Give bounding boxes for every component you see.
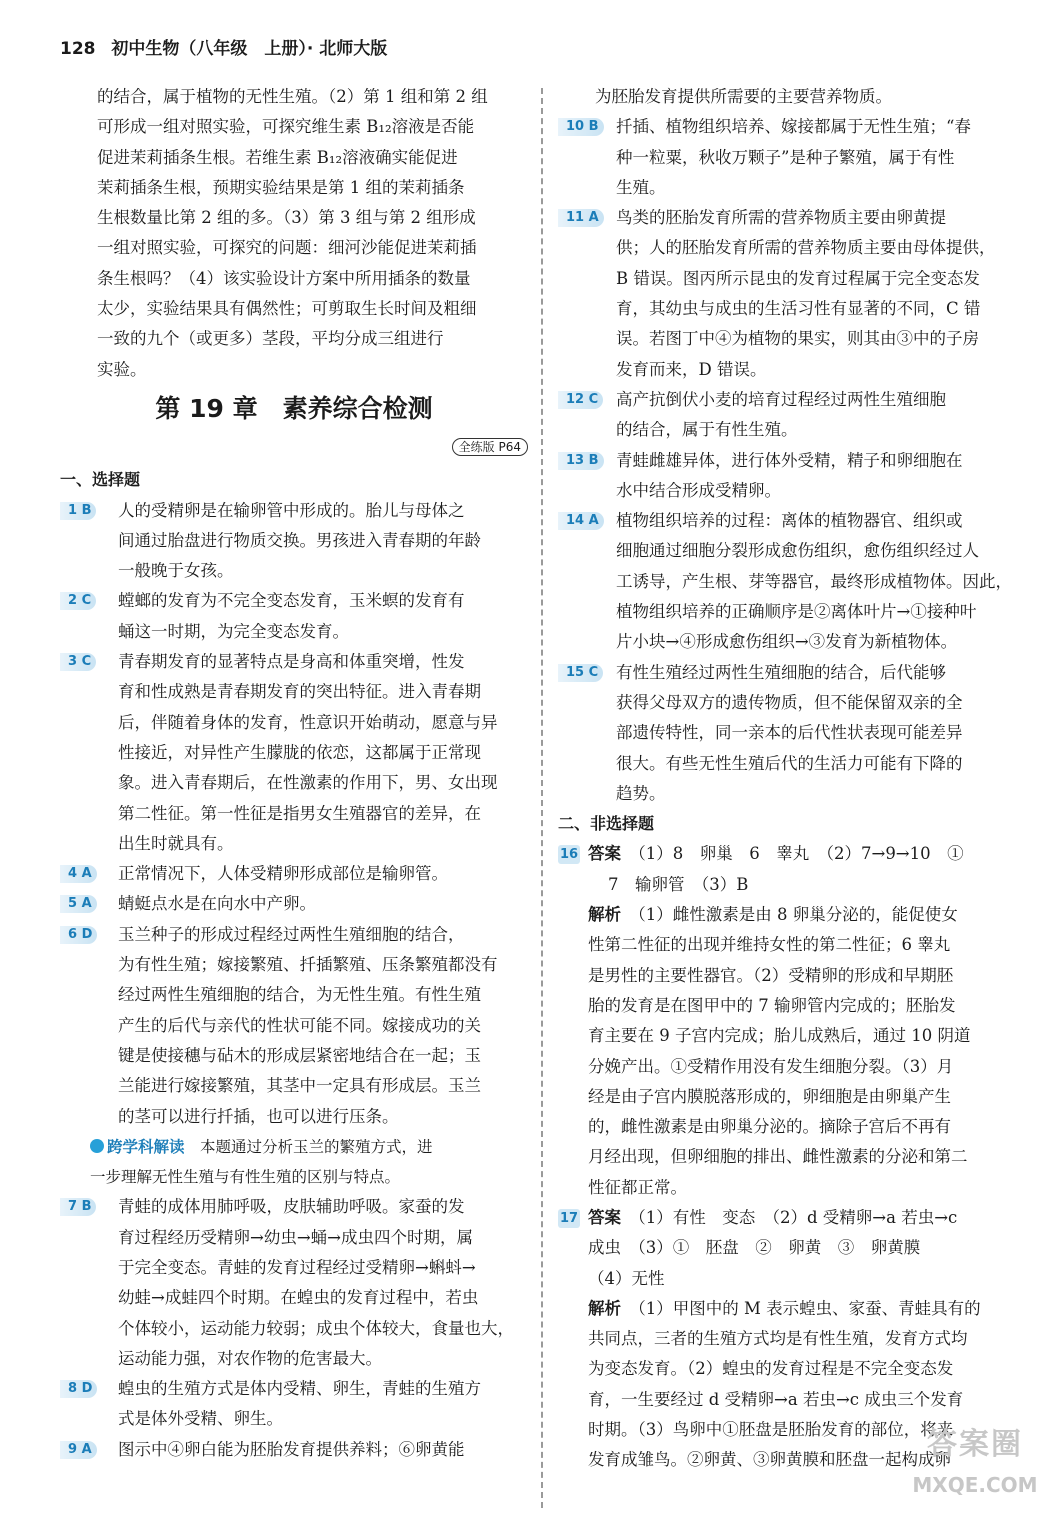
- text-line: （1）有性 变态 （2）d 受精卵→a 若虫→c: [637, 1207, 958, 1227]
- answer-badge: 13 B: [558, 452, 604, 470]
- answer-item: [558, 446, 1014, 507]
- answer-badge: 15 C: [558, 664, 603, 682]
- text-line: 很大。有些无性生殖后代的生活力可能有下降的: [616, 753, 963, 773]
- text-line: 部遗传特性，同一亲本的后代性状表现可能差异: [616, 723, 963, 743]
- answer-badge: 7 B: [60, 1198, 96, 1216]
- analysis-label: 解析: [588, 905, 621, 925]
- text-line: 水中结合形成受精卵。: [616, 480, 781, 500]
- text-line: 生殖。: [616, 177, 666, 197]
- analysis-label: 解析: [588, 1298, 621, 1318]
- text-line: 青蛙雌雄异体，进行体外受精，精子和卵细胞在: [616, 450, 963, 470]
- watermark: [900, 1420, 1050, 1530]
- question-number: 16: [559, 847, 579, 863]
- text-line: 是男性的主要性器官。（2）受精卵的形成和早期胚: [588, 965, 954, 985]
- text-line: 扦插、植物组织培养、嫁接都属于无性生殖；“春: [616, 117, 971, 137]
- text-line: B 错误。图丙所示昆虫的发育过程属于完全变态发: [616, 268, 980, 288]
- text-line: 产生的后代与亲代的性状可能不同。嫁接成功的关: [118, 1015, 481, 1035]
- text-line: 生根数量比第 2 组的多。（3）第 3 组与第 2 组形成: [97, 208, 476, 228]
- text-line: 经是由子宫内膜脱落形成的，卵细胞是由卵巢产生: [588, 1086, 951, 1106]
- answer-badge: 8 D: [60, 1380, 97, 1398]
- text-line: 育过程经历受精卵→幼虫→蛹→成虫四个时期，属: [118, 1227, 473, 1247]
- text-line: 的结合，属于有性生殖。: [616, 420, 798, 440]
- text-line: 获得父母双方的遗传物质，但不能保留双亲的全: [616, 692, 963, 712]
- text-line: 青蛙的成体用肺呼吸，皮肤辅助呼吸。家蚕的发: [118, 1197, 465, 1217]
- answer-label: 答案: [588, 844, 621, 864]
- answer-item: [60, 1374, 528, 1435]
- left-column: [60, 82, 528, 1465]
- text-line: 正常情况下，人体受精卵形成部位是输卵管。: [118, 864, 448, 884]
- text-line: 式是体外受精、卵生。: [118, 1409, 283, 1429]
- text-line: 7 输卵管 （3）B: [608, 874, 749, 894]
- answer-item: [558, 203, 1014, 385]
- answer-item: [60, 859, 528, 889]
- text-line: 误。若图丁中④为植物的果实，则其由③中的子房: [616, 329, 979, 349]
- text-line: 工诱导，产生根、芽等器官，最终形成植物体。因此，: [616, 571, 1012, 591]
- text-line: 共同点，三者的生殖方式均是有性生殖，发育方式均: [588, 1329, 968, 1349]
- text-line: 条生根吗？（4）该实验设计方案中所用插条的数量: [97, 268, 471, 288]
- text-line: （1）甲图中的 M 表示蝗虫、家蚕、青蛙具有的: [637, 1298, 981, 1318]
- cross-discipline-icon: [90, 1139, 104, 1153]
- answer-badge: 12 C: [558, 391, 603, 409]
- text-line: 促进茉莉插条生根。若维生素 B₁₂溶液确实能促进: [97, 147, 458, 167]
- text-line: 一组对照实验，可探究的问题：细河沙能促进茉莉插: [97, 238, 477, 258]
- answer-item: [558, 385, 1014, 446]
- answer-item: [558, 506, 1014, 657]
- text-line: （1）8 卵巢 6 睾丸 （2）7→9→10 ①: [637, 844, 964, 864]
- text-line: 的茎可以进行扦插，也可以进行压条。: [118, 1106, 399, 1126]
- section-title-choice: 一、选择题: [60, 470, 141, 490]
- intro-paragraph: [60, 82, 528, 385]
- text-line: 植物组织培养的过程：离体的植物器官、组织或: [616, 511, 963, 531]
- text-line: 片小块→④形成愈伤组织→③发育为新植物体。: [616, 632, 958, 652]
- text-line: 性征都正常。: [588, 1177, 687, 1197]
- section-title-nonchoice: 二、非选择题: [558, 814, 655, 834]
- text-line: 分娩产出。①受精作用没有发生细胞分裂。（3）月: [588, 1056, 954, 1076]
- text-line: 螳螂的发育为不完全变态发育，玉米螟的发育有: [118, 591, 465, 611]
- text-line: 育，其幼虫与成虫的生活习性有显著的不同，C 错: [616, 299, 981, 319]
- text-line: 种一粒粟，秋收万颗子”是种子繁殖，属于有性: [616, 147, 955, 167]
- text-line: 育，一生要经过 d 受精卵→a 若虫→c 成虫三个发育: [588, 1389, 964, 1409]
- text-line: 兰能进行嫁接繁殖，其茎中一定具有形成层。玉兰: [118, 1076, 481, 1096]
- text-line: 人的受精卵是在输卵管中形成的。胎儿与母体之: [118, 500, 465, 520]
- text-line: 运动能力强，对农作物的危害最大。: [118, 1348, 382, 1368]
- answer-badge: 2 C: [60, 592, 96, 610]
- question-16: [558, 839, 1014, 1203]
- right-column: [558, 82, 1014, 1476]
- answer-badge: 11 A: [558, 209, 604, 227]
- cross-discipline-note: [60, 1132, 528, 1193]
- exercise-book-tag: 全练版 P64: [452, 438, 528, 456]
- answer-badge: 9 A: [60, 1441, 97, 1459]
- text-line: 的结合，属于植物的无性生殖。（2）第 1 组和第 2 组: [97, 87, 488, 106]
- text-line: 蝗虫的生殖方式是体内受精、卵生，青蛙的生殖方: [118, 1379, 481, 1399]
- text-line: 间通过胎盘进行物质交换。男孩进入青春期的年龄: [118, 530, 481, 550]
- text-line: 茉莉插条生根，预期实验结果是第 1 组的茉莉插条: [97, 177, 465, 197]
- text-line: 经过两性生殖细胞的结合，为无性生殖。有性生殖: [118, 985, 481, 1005]
- text-line: 育主要在 9 子宫内完成；胎儿成熟后，通过 10 阴道: [588, 1026, 971, 1046]
- answer-badge: 5 A: [60, 895, 97, 913]
- text-line: 第二性征。第一性征是指男女生殖器官的差异，在: [118, 803, 481, 823]
- text-line: 性接近，对异性产生朦胧的依恋，这都属于正常现: [118, 742, 481, 762]
- text-line: 月经出现，但卵细胞的排出、雌性激素的分泌和第二: [588, 1147, 968, 1167]
- answer-badge: 14 A: [558, 512, 604, 530]
- watermark-url: MXQE.COM: [912, 1473, 1038, 1497]
- text-line: 蛹这一时期，为完全变态发育。: [118, 621, 349, 641]
- book-title: 初中生物（八年级 上册）· 北师大版: [111, 39, 388, 59]
- text-line: 后，伴随着身体的发育，性意识开始萌动，愿意与异: [118, 712, 498, 732]
- answer-badge: 10 B: [558, 118, 604, 136]
- cross-discipline-title: 跨学科解读: [107, 1137, 185, 1156]
- answer-item: [60, 496, 528, 587]
- text-line: 趋势。: [616, 783, 666, 803]
- text-line: 有性生殖经过两性生殖细胞的结合，后代能够: [616, 662, 946, 682]
- text-line: 性第二性征的出现并维持女性的第二性征；6 睾丸: [588, 935, 951, 955]
- answer-item: [60, 889, 528, 919]
- answer-item: [60, 920, 528, 1132]
- text-line: 的，雌性激素是由卵巢分泌的。摘除子宫后不再有: [588, 1117, 951, 1137]
- text-line: 发育而来，D 错误。: [616, 359, 767, 379]
- text-line: 出生时就具有。: [118, 833, 234, 853]
- watermark-text: 答案圈: [927, 1427, 1023, 1462]
- text-line: 蜻蜓点水是在向水中产卵。: [118, 894, 316, 914]
- text-line: 象。进入青春期后，在性激素的作用下，男、女出现: [118, 773, 498, 793]
- question-number: 17: [559, 1210, 579, 1226]
- text-line: 青春期发育的显著特点是身高和体重突增，性发: [118, 652, 465, 672]
- text-line: 玉兰种子的形成过程经过两性生殖细胞的结合，: [118, 924, 465, 944]
- continued-paragraph: [558, 82, 1014, 112]
- text-line: （4）无性: [588, 1268, 665, 1288]
- text-line: 为变态发育。（2）蝗虫的发育过程是不完全变态发: [588, 1359, 954, 1379]
- answer-badge: 1 B: [60, 502, 96, 520]
- answer-item: [60, 1192, 528, 1374]
- text-line: 为有性生殖；嫁接繁殖、扦插繁殖、压条繁殖都没有: [118, 955, 498, 975]
- page-header: [60, 34, 387, 64]
- answer-item: [60, 1435, 528, 1465]
- answer-item: [558, 112, 1014, 203]
- text-line: 胎的发育是在图甲中的 7 输卵管内完成的；胚胎发: [588, 995, 956, 1015]
- text-line: 高产抗倒伏小麦的培育过程经过两性生殖细胞: [616, 389, 946, 409]
- chapter-title: 第 19 章 素养综合检测: [155, 393, 433, 423]
- text-line: 一般晚于女孩。: [118, 561, 234, 581]
- text-line: 图示中④卵白能为胚胎发育提供养料；⑥卵黄能: [118, 1439, 465, 1459]
- text-line: 本题通过分析玉兰的繁殖方式，进: [200, 1137, 433, 1156]
- page-number: 128: [60, 39, 96, 59]
- text-line: 时期。（3）鸟卵中①胚盘是胚胎发育的部位，将来: [588, 1420, 954, 1440]
- text-line: 一致的九个（或更多）茎段，平均分成三组进行: [97, 329, 444, 349]
- answer-label: 答案: [588, 1207, 621, 1227]
- text-line: 细胞通过细胞分裂形成愈伤组织，愈伤组织经过人: [616, 541, 979, 561]
- text-line: 发育成雏鸟。②卵黄、③卵黄膜和胚盘一起构成卵: [588, 1450, 951, 1470]
- text-line: 植物组织培养的正确顺序是②离体叶片→①接种叶: [616, 602, 977, 622]
- text-line: 育和性成熟是青春期发育的突出特征。进入青春期: [118, 682, 481, 702]
- text-line: 一步理解无性生殖与有性生殖的区别与特点。: [90, 1168, 401, 1187]
- text-line: 鸟类的胚胎发育所需的营养物质主要由卵黄提: [616, 208, 946, 228]
- text-line: 键是使接穗与砧木的形成层紧密地结合在一起；玉: [118, 1045, 481, 1065]
- answer-badge: 6 D: [60, 926, 97, 944]
- text-line: 供；人的胚胎发育所需的营养物质主要由母体提供，: [616, 238, 996, 258]
- text-line: 实验。: [97, 359, 147, 379]
- text-line: （1）雌性激素是由 8 卵巢分泌的，能促使女: [637, 905, 958, 925]
- answer-badge: 4 A: [60, 865, 97, 883]
- text-line: 于完全变态。青蛙的发育过程经过受精卵→蝌蚪→: [118, 1257, 476, 1277]
- answer-item: [60, 586, 528, 647]
- text-line: 幼蛙→成蛙四个时期。在蝗虫的发育过程中，若虫: [118, 1288, 479, 1308]
- text-line: 为胚胎发育提供所需要的主要营养物质。: [595, 87, 892, 106]
- answer-item: [60, 647, 528, 859]
- text-line: 个体较小，运动能力较弱；成虫个体较大，食量也大，: [118, 1318, 514, 1338]
- column-divider: [541, 88, 543, 1508]
- answer-item: [558, 658, 1014, 809]
- answer-badge: 3 C: [60, 653, 96, 671]
- text-line: 成虫 （3）① 胚盘 ② 卵黄 ③ 卵黄膜: [588, 1238, 921, 1258]
- text-line: 可形成一组对照实验，可探究维生素 B₁₂溶液是否能: [97, 117, 475, 137]
- text-line: 太少，实验结果具有偶然性；可剪取生长时间及粗细: [97, 299, 477, 319]
